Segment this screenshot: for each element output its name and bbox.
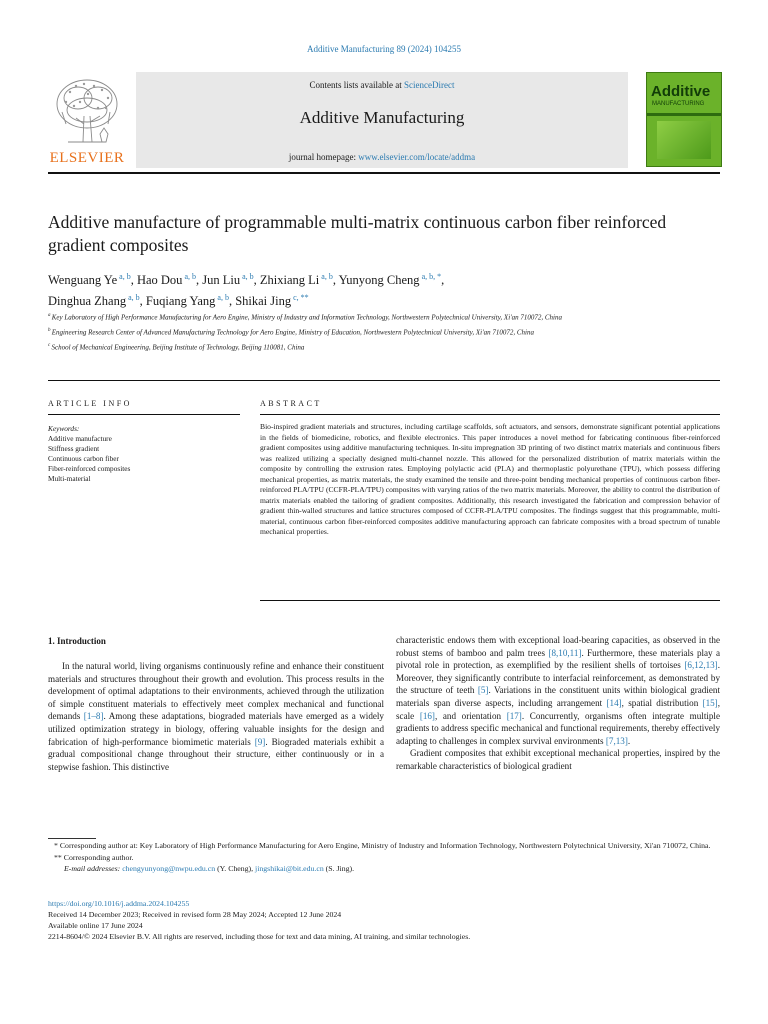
author-name: Shikai Jing (235, 294, 292, 309)
citation-link[interactable]: [6,12,13] (684, 660, 718, 671)
author-separator: , (441, 273, 445, 288)
paragraph-text: , and orientation (434, 710, 507, 721)
paragraph-text: . Variations in the constituent units within biological gradient materials span diverse aspects, including arrangement (396, 685, 720, 708)
cover-subtitle: MANUFACTURING (652, 101, 705, 107)
author-separator: , (196, 273, 203, 288)
citation-link[interactable]: [1–8] (83, 711, 104, 722)
intro-paragraph-2: Gradient composites that exhibit exceptional mechanical properties, inspired by the remarkable characteristics of biological gradient (396, 748, 720, 771)
paragraph-text: . Furthermore, these materials play a pivotal role in protection, as exemplified by the resilient shells of tortoises (396, 647, 721, 671)
author-affiliation-marks[interactable]: c, ** (291, 293, 309, 303)
paragraph-text: . (627, 735, 631, 746)
abstract-rule (260, 414, 720, 415)
available-online: Available online 17 June 2024 (48, 921, 143, 930)
citation-link[interactable]: [17] (506, 710, 522, 721)
author-affiliation-marks[interactable]: a, b (319, 272, 333, 281)
author-name: Fuqiang Yang (145, 294, 216, 309)
journal-title: Additive Manufacturing (299, 108, 465, 127)
author-affiliation-marks[interactable]: a, b (117, 272, 131, 281)
elsevier-logo (48, 72, 126, 168)
author-name: Zhixiang Li (259, 273, 320, 288)
affiliation-text: School of Mechanical Engineering, Beijing Institute of Technology, Beijing 110081, China (51, 342, 305, 351)
author-separator: , (332, 273, 339, 288)
affiliation-text: Key Laboratory of High Performance Manufacturing for Aero Engine, Ministry of Industry and Information Technology, Northwestern Polytechnical University, Xi'an 710072, China (51, 313, 563, 322)
publisher-wordmark: ELSEVIER (49, 150, 125, 166)
paragraph-text: characteristic endows them with exceptional load-bearing capacities, as observed in the robust stems of bamboo and palm trees (396, 635, 720, 658)
author-name: Dinghua Zhang (48, 294, 127, 309)
doi-link[interactable]: https://doi.org/10.1016/j.addma.2024.104255 (48, 899, 190, 908)
author-name: Wenguang Ye (48, 273, 118, 288)
abstract-text: Bio-inspired gradient materials and structures, including cartilage scaffolds, soft actuators, and sensors, demonstrate significant potential applications in the fields of biomedicine, robotics, and flexible electronics. This paper introduces a novel method for fabricating continuous fiber-reinforced gradient composites using additive manufacturing techniques. In-situ impregnation 3D printing of two distinct matrix materials and continuous fibers was realized utilizing a specially designed multi-channel nozzle. This allowed for the personalized distribution of matrix materials within the composite by controlling the extrusion rates. Employing polylactic acid (PLA) and thermoplastic polyurethane (TPU), which possess differing mechanical properties, as matrix materials, the study examined the tensile and three-point bending mechanical properties of continuous carbon fiber-reinforced PLA/TPU (CCFR-PLA/TPU) composites with varying ratios of the two matrix materials. Moreover, the ability to control the distribution of matrix materials enabled the tailoring of gradient composites. Additionally, this research investigated the fabrication and compression behavior of gradient thin-walled structures and lattice structures composed of CCFR-PLA/TPU composites. The findings suggest that this programmable, multi-material, continuous carbon fiber-reinforced composites additive manufacturing approach can fabricate composites with a broad spectrum of tunable mechanical properties. (260, 422, 720, 537)
journal-cover-thumbnail[interactable] (646, 72, 722, 167)
affiliation-item (48, 326, 648, 338)
paragraph-text: , spatial distribution (621, 697, 703, 708)
affiliations (48, 311, 648, 355)
abstract-heading: ABSTRACT (260, 399, 322, 408)
footnotes (48, 840, 720, 875)
affiliation-text: Engineering Research Center of Advanced Manufacturing Technology for Aero Engine, Ministry of Education, Northwestern Polytechnical University, Xi'an 710072, China (51, 328, 534, 337)
keywords-label: Keywords: (48, 424, 80, 433)
cover-title: Additive (651, 83, 711, 100)
author-separator: , (253, 273, 260, 288)
citation-link[interactable]: [15] (702, 697, 718, 708)
header-rule (48, 172, 720, 174)
author-separator: , (139, 294, 146, 309)
email-link-cheng[interactable]: chengyunyong@nwpu.edu.cn (122, 864, 216, 873)
citation-link[interactable]: [16] (419, 710, 435, 721)
journal-header (48, 72, 720, 168)
abstract-bottom-rule (260, 600, 720, 601)
intro-paragraph-1-cont (396, 634, 720, 747)
cover-stripe (647, 113, 721, 116)
paragraph-text: In the natural world, living organisms continuously refine and enhance their constituent materials and structures throughout their growth and evolution. This process results in the development of optimal adaptations to their environments, achieved through the utilization of simple constituent materials to effectively meet complex mechanical and functional demands (48, 661, 384, 722)
header-banner (136, 72, 628, 168)
keyword-item: Multi-material (48, 474, 91, 483)
section-rule (48, 380, 720, 381)
introduction-heading: 1. Introduction (48, 636, 106, 646)
author-affiliation-marks[interactable]: a, b, * (419, 272, 442, 281)
article-info-rule (48, 414, 240, 415)
citation-link[interactable]: [9] (254, 736, 266, 747)
author-affiliation-marks[interactable]: a, b (182, 272, 196, 281)
contents-line: Contents lists available at ScienceDirect (309, 80, 455, 90)
journal-homepage-link[interactable]: www.elsevier.com/locate/addma (358, 152, 476, 162)
intro-right-column (396, 634, 720, 773)
article-info-heading: ARTICLE INFO (48, 399, 132, 408)
paragraph-text: . Among these adaptations, biograded materials have emerged as a widely utilized optimization strategy in biology, offering valuable insights for the design and fabrication of high-performance biomimetic materials (48, 711, 384, 747)
affiliation-mark: c (48, 342, 52, 348)
affiliation-mark: a (48, 313, 52, 318)
paragraph-text: , scale (396, 697, 720, 721)
author-affiliation-marks[interactable]: a, b (126, 293, 140, 303)
keywords-block (48, 424, 238, 484)
corresponding-author-note-1: * Corresponding author at: Key Laboratory of High Performance Manufacturing for Aero Engine, Ministry of Industry and Information Technology, Northwestern Polytechnical University, Xi'an 710072, China. (54, 841, 711, 850)
citation-link[interactable]: [5] (477, 685, 489, 696)
paragraph-text: . Biograded materials exhibit a gradual compositional change throughout their structure, either continuously or in a stepwise fashion. This distinctive (48, 736, 384, 772)
cover-image (657, 121, 711, 159)
corresponding-author-note-2: ** Corresponding author. (54, 852, 134, 862)
intro-paragraph-1 (48, 660, 384, 773)
homepage-line: journal homepage: www.elsevier.com/locate/addma (288, 152, 476, 162)
author-name: Hao Dou (136, 273, 183, 288)
paragraph-text: . Moreover, they significantly contribute to interfacial reinforcement, as demonstrated by the structure of teeth (396, 660, 720, 696)
author-separator: , (228, 294, 236, 309)
keyword-item: Additive manufacture (48, 434, 112, 443)
author-affiliation-marks[interactable]: a, b (215, 293, 229, 303)
citation-link[interactable]: [8,10,11] (548, 647, 582, 658)
received-dates: Received 14 December 2023; Received in revised form 28 May 2024; Accepted 12 June 2024 (48, 910, 342, 919)
keyword-item: Continuous carbon fiber (48, 454, 119, 463)
affiliation-item (48, 341, 648, 353)
publication-info (48, 898, 720, 942)
sciencedirect-link[interactable]: ScienceDirect (404, 80, 455, 90)
affiliation-mark: b (48, 327, 52, 333)
email-link-jing[interactable]: jingshikai@bit.edu.cn (255, 864, 324, 873)
author-separator: , (130, 273, 137, 288)
article-title: Additive manufacture of programmable multi-matrix continuous carbon fiber reinforced gradient composites (48, 212, 667, 255)
keyword-item: Stiffness gradient (48, 444, 100, 453)
paragraph-text: . Concurrently, organisms often integrate multiple gradients to address specific mechanical and functional requirements, thereby effectively adapting to challenges in complex survival environments (396, 710, 720, 746)
copyright-notice: 2214-8604/© 2024 Elsevier B.V. All rights are reserved, including those for text and data mining, AI training, and similar technologies. (48, 932, 471, 941)
citation-link[interactable]: [7,13] (605, 735, 628, 746)
author-list (48, 268, 668, 310)
intro-left-column (48, 660, 384, 773)
citation-link[interactable]: [14] (606, 697, 622, 708)
email-addresses: E-mail addresses: chengyunyong@nwpu.edu.cn (Y. Cheng), jingshikai@bit.edu.cn (S. Jing). (64, 864, 355, 873)
keyword-item: Fiber-reinforced composites (48, 464, 131, 473)
affiliation-item (48, 311, 648, 323)
author-affiliation-marks[interactable]: a, b (240, 272, 254, 281)
footnote-rule (48, 838, 96, 839)
keywords-list (48, 434, 238, 484)
author-name: Jun Liu (202, 273, 241, 288)
author-name: Yunyong Cheng (338, 273, 420, 288)
journal-reference[interactable]: Additive Manufacturing 89 (2024) 104255 (307, 44, 461, 54)
